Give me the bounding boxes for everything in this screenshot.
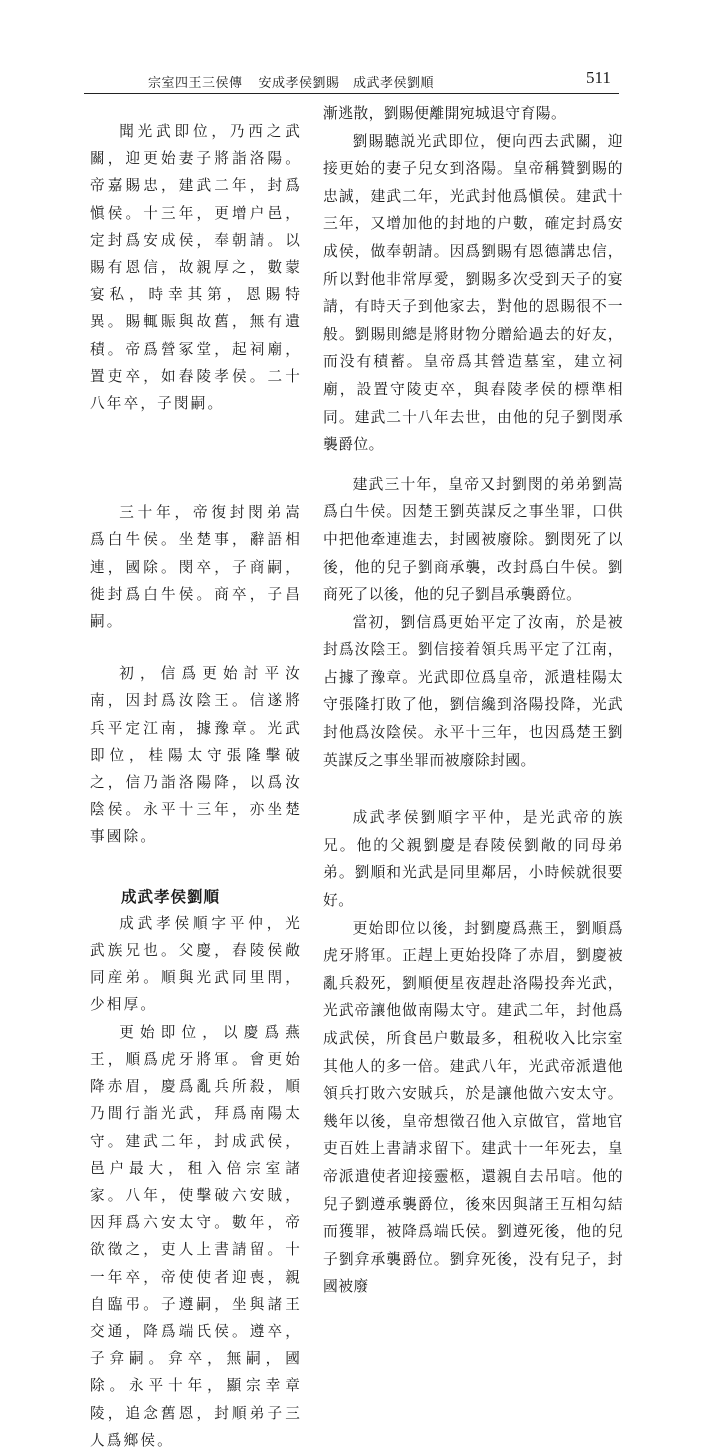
translation-paragraph-5: 更始即位以後，封劉慶爲燕王，劉順爲虎牙將軍。正趕上更始投降了赤眉，劉慶被亂兵殺死，劉順便星夜趕赴洛陽投奔光武，光武帝讓他做南陽太守。建武二年，封他爲成武侯，所食邑户數最多，租税收入比宗室其他人的多一倍。建武八年，光武帝派遣他領兵打敗六安賊兵，於是讓他做六安太守。幾年以後，皇帝想徵召他入京做官，當地官吏百姓上書請求留下。建武十一年死去，皇帝派遣使者迎接靈柩，還親自去吊唁。他的兒子劉遵承襲爵位，後來因與諸王互相勾結而獲罪，被降爲端氏侯。劉遵死後，他的兒子劉弇承襲爵位。劉弇死後，没有兒子，封國被廢: [323, 919, 623, 1296]
translation-paragraph-2: 建武三十年，皇帝又封劉閔的弟弟劉嵩爲白牛侯。因楚王劉英謀反之事坐罪，口供中把他牽連進去，封國被廢除。劉閔死了以後，他的兒子劉商承襲，改封爲白牛侯。劉商死了以後，他的兒子劉昌承襲爵位。: [323, 475, 623, 604]
paragraph-gap: [90, 851, 302, 883]
translation-paragraph-3: 當初，劉信爲更始平定了汝南，於是被封爲汝陰王。劉信接着領兵馬平定了江南，占據了豫章。光武即位爲皇帝，派遣桂陽太守張隆打敗了他，劉信纔到洛陽投降，光武封他爲汝陰侯。永平十三年，也因爲楚王劉英謀反之事坐罪而被廢除封國。: [323, 613, 623, 769]
classical-paragraph-2: 三十年，帝復封閔弟嵩爲白牛侯。坐楚事，辭語相連，國除。閔卒，子商嗣，徙封爲白牛侯。商卒，子昌嗣。: [90, 504, 302, 631]
paragraph-gap: [323, 774, 623, 804]
translation-paragraph-1: 劉賜聽説光武即位，便向西去武關，迎接更始的妻子兒女到洛陽。皇帝稱贊劉賜的忠誠，建武二年，光武封他爲愼侯。建武十三年，又增加他的封地的户數，確定封爲安成侯，做奉朝請。因爲劉賜有恩德講忠信，所以對他非常厚愛，劉賜多次受到天子的宴請，有時天子到他家去，對他的恩賜很不一般。劉賜則總是將財物分贈給過去的好友，而没有積蓄。皇帝爲其營造墓室，建立祠廟，設置守陵吏卒，與舂陵孝侯的標準相同。建武二十八年去世，由他的兒子劉閔承襲爵位。: [323, 132, 623, 454]
paragraph-gap: [90, 417, 302, 499]
classical-paragraph-1: 聞光武即位，乃西之武關，迎更始妻子將詣洛陽。帝嘉賜忠，建武二年，封爲愼侯。十三年，更增户邑，定封爲安成侯，奉朝請。以賜有恩信，故親厚之，數蒙宴私，時幸其第，恩賜特異。賜輒賑與故舊，無有遺積。帝爲營冢堂，起祠廟，置吏卒，如舂陵孝侯。二十八年卒，子閔嗣。: [90, 123, 302, 413]
classical-paragraph-3: 初，信爲更始討平汝南，因封爲汝陰王。信遂將兵平定江南，據豫章。光武即位，桂陽太守張隆擊破之，信乃詣洛陽降，以爲汝陰侯。永平十三年，亦坐楚事國除。: [90, 665, 302, 846]
classical-paragraph-4: 成武孝侯順字平仲，光武族兄也。父慶，舂陵侯敞同産弟。順與光武同里閈，少相厚。: [90, 914, 302, 1014]
section-title: 安成孝侯劉賜 成武孝侯劉順: [258, 76, 435, 91]
chapter-title: 宗室四王三侯傳: [148, 76, 243, 91]
translation-text-column: [323, 100, 623, 1301]
running-head: [148, 72, 618, 91]
classical-paragraph-5: 更始即位，以慶爲燕王，順爲虎牙將軍。會更始降赤眉，慶爲亂兵所殺，順乃間行詣光武，拜爲南陽太守。建武二年，封成武侯，邑户最大，租入倍宗室諸家。八年，使擊破六安賊，因拜爲六安太守。數年，帝欲徵之，吏人上書請留。十一年卒，帝使使者迎喪，親自臨弔。子遵嗣，坐與諸王交通，降爲端氏侯。遵卒，子弇嗣。弇卒，無嗣，國除。永平十年，顯宗幸章陵，追念舊恩，封順弟子三人爲鄉侯。: [90, 1023, 302, 1449]
paragraph-gap: [323, 459, 623, 471]
paragraph-gap: [90, 635, 302, 660]
translation-paragraph-4: 成武孝侯劉順字平仲，是光武帝的族兄。他的父親劉慶是舂陵侯劉敞的同母弟弟。劉順和光武是同里鄰居，小時候就很要好。: [323, 809, 623, 910]
page-number: 511: [586, 68, 611, 87]
classical-text-column: [90, 118, 302, 1454]
translation-paragraph-0: 漸逃散，劉賜便離開宛城退守育陽。: [323, 105, 567, 122]
biography-title: 成武孝侯劉順: [121, 886, 221, 906]
header-rule: [84, 93, 619, 94]
